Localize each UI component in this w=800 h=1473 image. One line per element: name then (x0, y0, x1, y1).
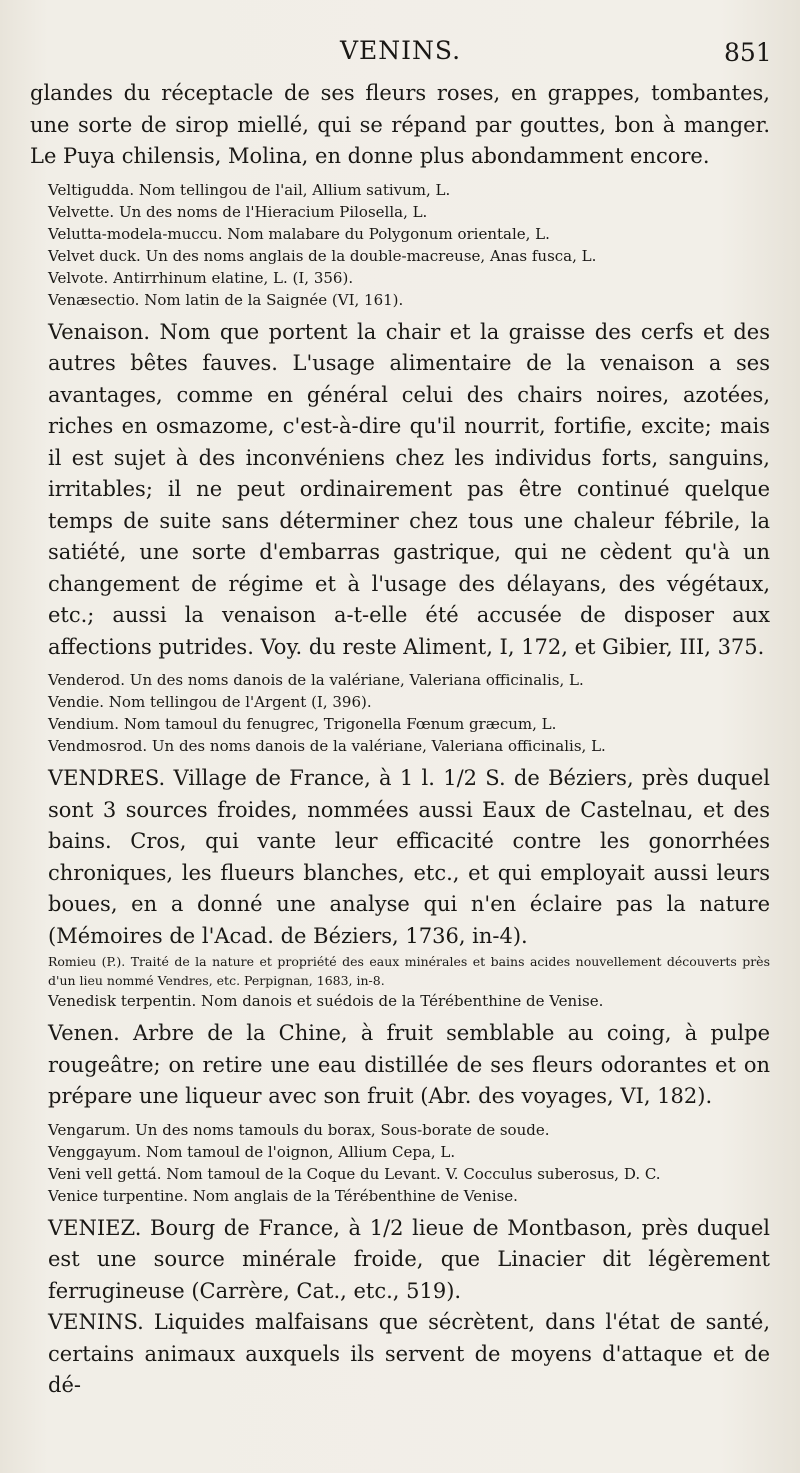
entry-velutta-modela-muccu: Velutta-modela-muccu. Nom malabare du Polygonum orientale, L. (48, 224, 550, 243)
entry-venen: Venen. Arbre de la Chine, à fruit semblable au coing, à pulpe rougeâtre; on retire une eau distillée de ses fleurs odorantes et on prépare une liqueur avec son fruit (Abr. des voyages, VI, 182). (48, 1021, 770, 1108)
entry-vendres-reference: Romieu (P.). Traité de la nature et propriété des eaux minérales et bains acides nouvellement découverts près d'un lieu nommé Vendres, etc. Perpignan, 1683, in-8. (48, 954, 770, 988)
entry-venaesectio: Venæsectio. Nom latin de la Saignée (VI, 161). (48, 290, 404, 309)
entry-venggayum: Venggayum. Nom tamoul de l'oignon, Allium Cepa, L. (48, 1142, 456, 1161)
entry-venins: VENINS. Liquides malfaisans que sécrètent, dans l'état de santé, certains animaux auxquels ils servent de moyens d'attaque et de dé- (48, 1310, 770, 1397)
entry-veni-vell-getta: Veni vell gettá. Nom tamoul de la Coque du Levant. V. Cocculus suberosus, D. C. (48, 1164, 661, 1183)
running-header (0, 36, 800, 76)
entry-vengarum: Vengarum. Un des noms tamouls du borax, Sous-borate de soude. (48, 1120, 550, 1139)
entry-venaison: Venaison. Nom que portent la chair et la graisse des cerfs et des autres bêtes fauves. L'usage alimentaire de la venaison a ses avantages, comme en général celui des chairs noires, azotées, riches en osmazome, c'est-à-dire qu'il nourrit, fortifie, excite; mais il est sujet à des inconvéniens chez les individus forts, sanguins, irritables; il ne peut ordinairement pas être continué quelque temps de suite sans déterminer chez tous une chaleur fébrile, la satiété, une sorte d'embarras gastrique, qui ne cèdent qu'à un changement de régime et à l'usage des délayans, des végétaux, etc.; aussi la venaison a-t-elle été accusée de disposer aux affections putrides. Voy. du reste Aliment, I, 172, et Gibier, III, 375. (48, 319, 770, 659)
entry-veniez: VENIEZ. Bourg de France, à 1/2 lieue de Montbason, près duquel est une source minérale froide, que Linacier dit légèrement ferrugineuse (Carrère, Cat., etc., 519). (48, 1215, 770, 1303)
entry-vendmosrod: Vendmosrod. Un des noms danois de la valériane, Valeriana officinalis, L. (48, 737, 606, 755)
entry-veltigudda: Veltigudda. Nom tellingou de l'ail, Allium sativum, L. (48, 180, 451, 199)
entry-venderod: Venderod. Un des noms danois de la valériane, Valeriana officinalis, L. (48, 671, 584, 689)
entry-venedisk-terpentin: Venedisk terpentin. Nom danois et suédois de la Térébenthine de Venise. (48, 992, 604, 1010)
dictionary-column (30, 78, 770, 1402)
entry-velvet-duck: Velvet duck. Un des noms anglais de la double-macreuse, Anas fusca, L. (48, 246, 597, 265)
entry-vendium: Vendium. Nom tamoul du fenugrec, Trigonella Fœnum græcum, L. (48, 715, 557, 733)
entry-venice-turpentine: Venice turpentine. Nom anglais de la Térébenthine de Venise. (48, 1186, 518, 1205)
entry-velvote: Velvote. Antirrhinum elatine, L. (I, 356). (48, 268, 354, 287)
entry-velvette: Velvette. Un des noms de l'Hieracium Pilosella, L. (48, 202, 428, 221)
entry-vendie: Vendie. Nom tellingou de l'Argent (I, 396). (48, 693, 372, 711)
entry-vendres: VENDRES. Village de France, à 1 l. 1/2 S. de Béziers, près duquel sont 3 sources froides, nommées aussi Eaux de Castelnau, et des bains. Cros, qui vante leur efficacité contre les gonorrhées chroniques, les flueurs blanches, etc., et qui employait aussi leurs boues, en a donné une analyse qui n'en éclaire pas la nature (Mémoires de l'Acad. de Béziers, 1736, in-4). (48, 766, 770, 948)
entry-continuation: glandes du réceptacle de ses fleurs roses, en grappes, tombantes, une sorte de sirop miellé, qui se répand par gouttes, bon à manger. Le Puya chilensis, Molina, en donne plus abondamment encore. (30, 81, 770, 168)
page-number: 851 (724, 38, 772, 67)
running-title: VENINS. (340, 36, 462, 65)
